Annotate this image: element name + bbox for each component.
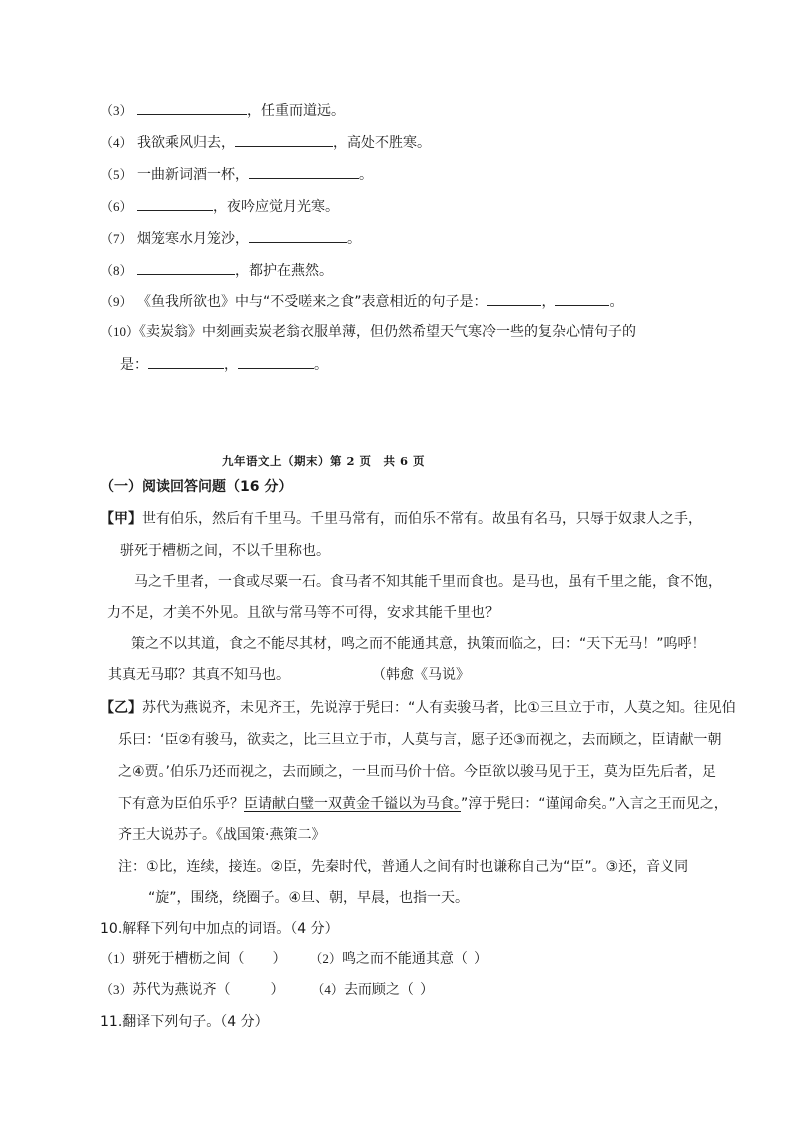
answer-blank[interactable]	[137, 260, 235, 275]
answer-blank[interactable]	[238, 354, 314, 369]
answer-blank[interactable]	[137, 196, 213, 211]
page-footer: 九年语文上（期末）第 2 页 共 6 页	[222, 454, 426, 468]
passage-jia-line: 策之不以其道，食之不能尽其材，鸣之而不能通其意，执策而临之，曰：“天下无马！”呜呼！	[131, 636, 706, 652]
fill-q6: （6） ，夜吟应觉月光寒。	[100, 196, 339, 217]
question-10-row: （3）苏代为燕说齐（ ） （4）去而顾之（ ）	[100, 982, 434, 998]
answer-blank[interactable]	[235, 132, 333, 147]
answer-blank[interactable]	[555, 291, 609, 306]
fill-q7: （7） 烟笼寒水月笼沙， 。	[100, 228, 361, 249]
notes-line: 注：①比，连续，接连。②臣，先秦时代，普通人之间有时也谦称自己为“臣”。③还，音义同	[118, 859, 689, 875]
passage-yi-line: 【乙】苏代为燕说齐，未见齐王，先说淳于髡曰：“人有卖骏马者，比①三旦立于市，人莫之知。往见伯	[100, 700, 736, 716]
passage-yi-line: 下有意为臣伯乐乎？臣请献白璧一双黄金千镒以为马食。”淳于髡曰：“谨闻命矣。”入言之王而见之，	[118, 796, 728, 812]
passage-yi-line: 之④贾。’伯乐乃还而视之，去而顾之，一旦而马价十倍。今臣欲以骏马见于王，莫为臣先后者，足	[118, 764, 716, 780]
passage-jia-source: （韩愈《马说》	[372, 667, 470, 683]
fill-q5: （5） 一曲新词酒一杯， 。	[100, 164, 373, 185]
underlined-sentence: 臣请献白璧一双黄金千镒以为马食。	[244, 796, 461, 812]
question-11-title: 11.翻译下列句子。（4 分）	[100, 1014, 269, 1030]
question-10-row: （1）骈死于槽枥之间（ ） （2）鸣之而不能通其意（ ）	[100, 951, 488, 967]
answer-blank[interactable]	[249, 228, 347, 243]
passage-jia-line: 马之千里者，一食或尽粟一石。食马者不知其能千里而食也。是马也，虽有千里之能，食不饱，	[134, 574, 722, 590]
passage-jia-line: 其真无马耶？其真不知马也。	[108, 667, 290, 683]
passage-jia-line: 力不足，才美不外见。且欲与常马等不可得，安求其能千里也？	[107, 605, 499, 621]
answer-blank[interactable]	[148, 354, 224, 369]
answer-blank[interactable]	[249, 164, 359, 179]
answer-blank[interactable]	[487, 291, 541, 306]
fill-q10-line2: 是： ， 。	[120, 354, 328, 375]
section-heading: （一）阅读回答问题（16 分）	[100, 479, 293, 495]
fill-q9: （9） 《鱼我所欲也》中与“不受嗟来之食”表意相近的句子是： ， 。	[100, 291, 623, 312]
passage-yi-line: 乐曰：‘臣②有骏马，欲卖之，比三旦立于市，人莫与言，愿子还③而视之，去而顾之，臣请献一朝	[118, 732, 722, 748]
passage-yi-line: 齐王大说苏子。《战国策·燕策二》	[118, 827, 326, 843]
passage-jia-line: 骈死于槽枥之间，不以千里称也。	[120, 543, 330, 559]
fill-q10: （10）《卖炭翁》中刻画卖炭老翁衣服单薄，但仍然希望天气寒冷一些的复杂心情句子的	[100, 324, 637, 340]
fill-q3: （3） ，任重而道远。	[100, 100, 345, 121]
notes-line: “旋”，围绕，绕圈子。④旦、朝，早晨，也指一天。	[148, 890, 470, 906]
fill-q8: （8） ，都护在燕然。	[100, 260, 333, 281]
answer-blank[interactable]	[137, 100, 247, 115]
question-10-title: 10.解释下列句中加点的词语。（4 分）	[100, 921, 339, 937]
fill-q4: （4） 我欲乘风归去， ，高处不胜寒。	[100, 132, 431, 153]
passage-jia-line: 【甲】世有伯乐，然后有千里马。千里马常有，而伯乐不常有。故虽有名马，只辱于奴隶人之手，	[100, 511, 702, 527]
